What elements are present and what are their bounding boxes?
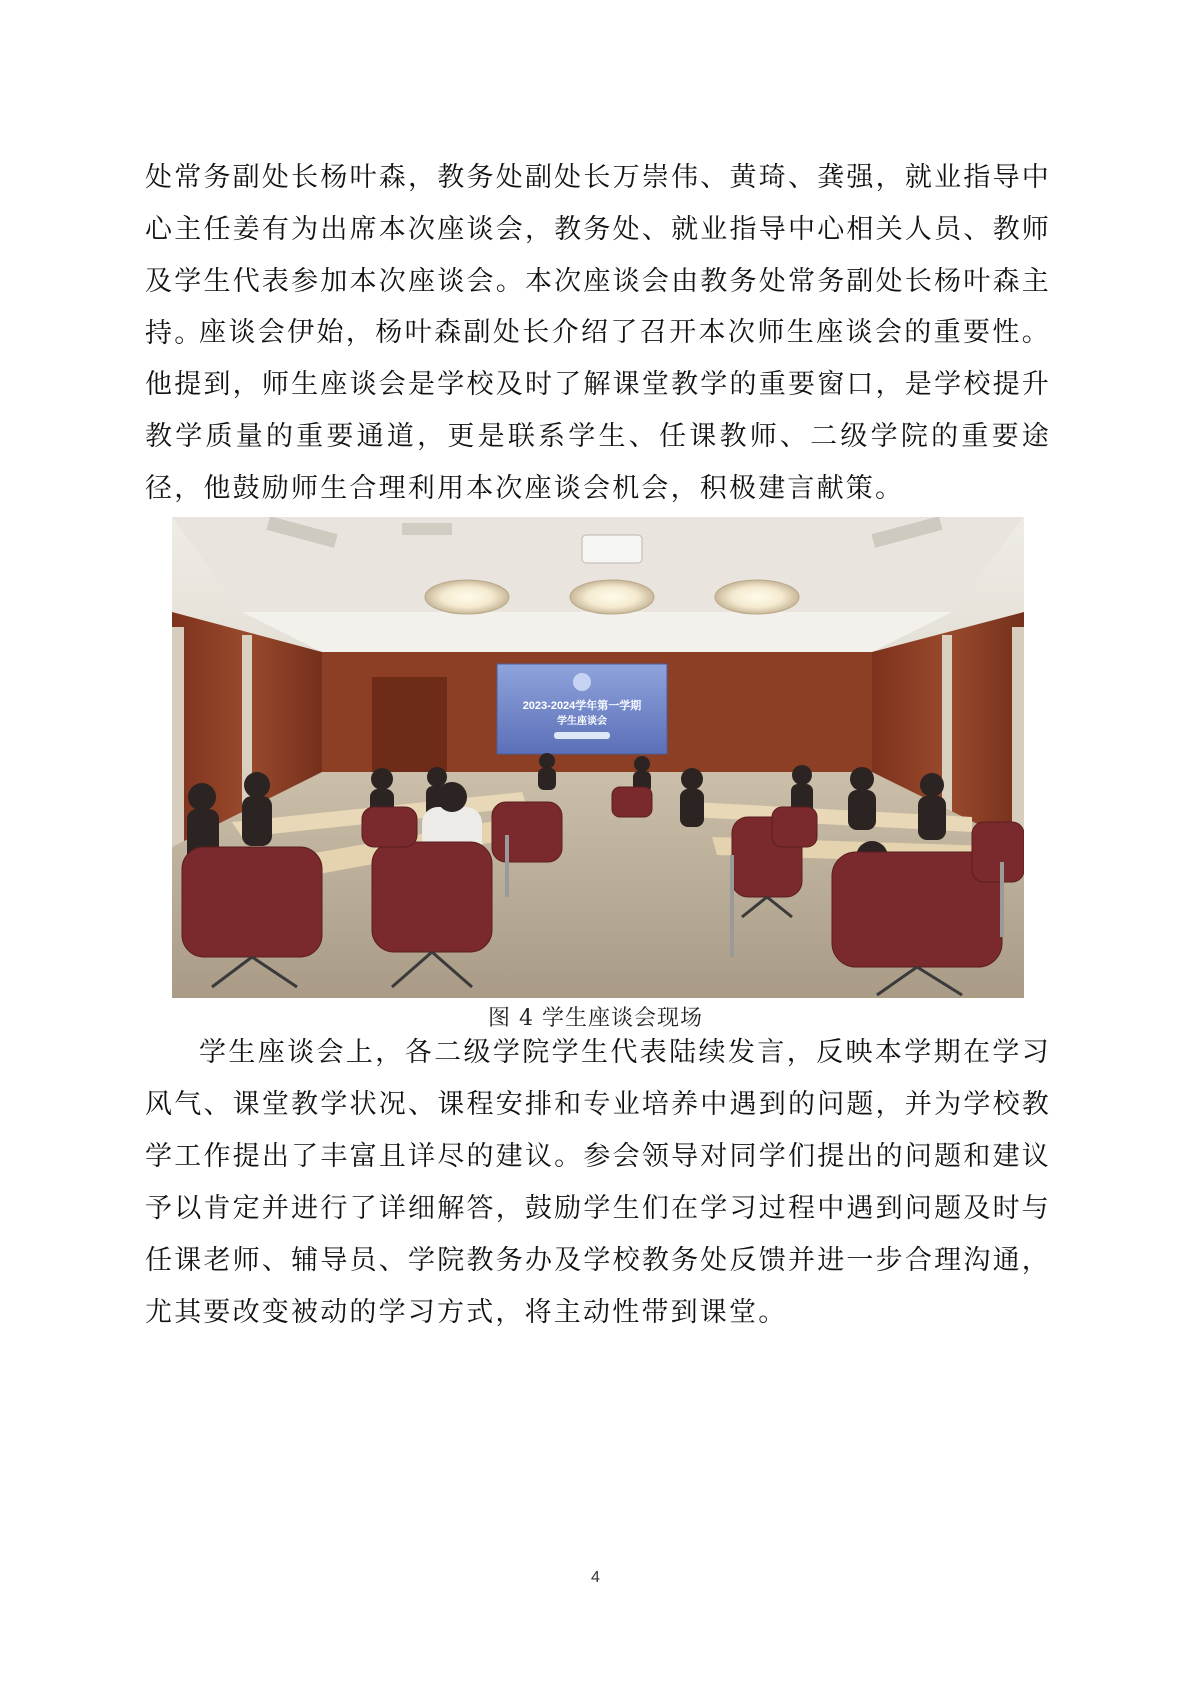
figure-caption: 图 4 学生座谈会现场 xyxy=(488,1006,703,1031)
screen-title-line1: 2023-2024学年第一学期 xyxy=(522,700,642,712)
meeting-room-illustration xyxy=(172,517,1024,998)
paragraph-2: 座谈会伊始，杨叶森副处长介绍了召开本次师生座谈会的重要性。他提到，师生座谈会是学校及时了解课堂教学的重要窗口，是学校提升教学质量的重要通道，更是联系学生、任课教师、二级学院的重要途径，他鼓励师生合理利用本次座谈会机会，积极建言献策。 xyxy=(145,317,1051,504)
meeting-photo xyxy=(172,517,1024,998)
screen-title-line2: 学生座谈会 xyxy=(557,716,607,727)
paragraph-3: 学生座谈会上，各二级学院学生代表陆续发言，反映本学期在学习风气、课堂教学状况、课程安排和专业培养中遇到的问题，并为学校教学工作提出了丰富且详尽的建议。参会领导对同学们提出的问题和建议予以肯定并进行了详细解答，鼓励学生们在学习过程中遇到问题及时与任课老师、辅导员、学院教务办及学校教务处反馈并进一步合理沟通，尤其要改变被动的学习方式，将主动性带到课堂。 xyxy=(145,1037,1051,1328)
paragraph-1: 处常务副处长杨叶森，教务处副处长万崇伟、黄琦、龚强，就业指导中心主任姜有为出席本次座谈会，教务处、就业指导中心相关人员、教师及学生代表参加本次座谈会。本次座谈会由教务处常务副处长杨叶森主持。 xyxy=(145,162,1051,349)
page-number: 4 xyxy=(591,1569,600,1586)
